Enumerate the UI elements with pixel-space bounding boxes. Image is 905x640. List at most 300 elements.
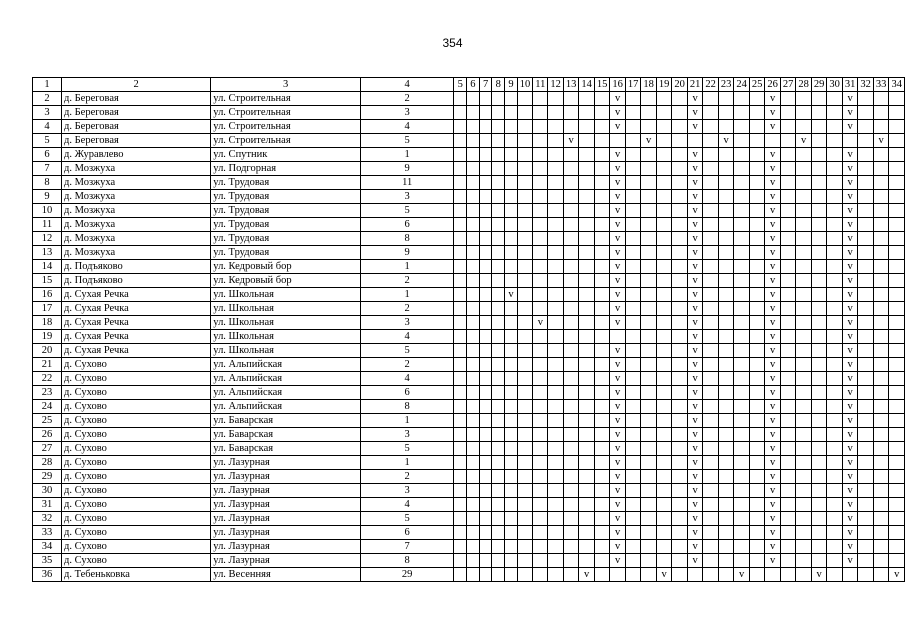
day-cell (533, 92, 548, 106)
day-cell (454, 540, 467, 554)
day-cell (796, 414, 812, 428)
day-cell (454, 274, 467, 288)
table-row (33, 498, 905, 512)
day-cell (796, 260, 812, 274)
day-cell (533, 372, 548, 386)
day-mark-cell: v (656, 568, 672, 582)
table-row (33, 554, 905, 568)
day-mark-cell: v (765, 302, 781, 316)
day-cell (796, 358, 812, 372)
header-cell: 32 (858, 78, 874, 92)
street-cell: ул. Лазурная (211, 484, 361, 498)
day-cell (858, 204, 874, 218)
day-cell (780, 316, 796, 330)
day-cell (749, 148, 765, 162)
street-cell: ул. Спутник (211, 148, 361, 162)
day-cell (517, 302, 533, 316)
day-cell (563, 92, 579, 106)
day-cell (873, 386, 889, 400)
day-cell (505, 204, 518, 218)
day-cell (454, 218, 467, 232)
row-number: 10 (33, 204, 62, 218)
day-cell (827, 316, 843, 330)
day-cell (563, 120, 579, 134)
table-row (33, 386, 905, 400)
day-cell (672, 148, 688, 162)
day-cell (641, 274, 657, 288)
day-cell (858, 498, 874, 512)
settlement-cell: д. Журавлево (62, 148, 211, 162)
day-cell (703, 526, 719, 540)
day-cell (873, 456, 889, 470)
day-cell (703, 106, 719, 120)
day-mark-cell: v (687, 162, 703, 176)
day-cell (889, 414, 905, 428)
day-cell (780, 428, 796, 442)
day-cell (579, 176, 595, 190)
day-mark-cell: v (687, 372, 703, 386)
day-cell (594, 414, 610, 428)
house-cell: 3 (360, 106, 453, 120)
day-cell (594, 134, 610, 148)
day-cell (873, 470, 889, 484)
day-cell (889, 176, 905, 190)
day-cell (579, 540, 595, 554)
day-cell (505, 456, 518, 470)
day-cell (625, 554, 641, 568)
table-row (33, 456, 905, 470)
day-cell (563, 498, 579, 512)
day-cell (505, 498, 518, 512)
day-cell (533, 148, 548, 162)
day-cell (734, 274, 750, 288)
row-number: 4 (33, 120, 62, 134)
day-cell (454, 484, 467, 498)
day-cell (656, 540, 672, 554)
day-cell (827, 260, 843, 274)
house-cell: 6 (360, 386, 453, 400)
day-cell (505, 386, 518, 400)
day-cell (873, 568, 889, 582)
day-cell (656, 260, 672, 274)
day-cell (563, 442, 579, 456)
day-cell (563, 540, 579, 554)
day-cell (749, 414, 765, 428)
day-cell (579, 498, 595, 512)
day-cell (703, 232, 719, 246)
day-cell (548, 372, 564, 386)
day-cell (533, 162, 548, 176)
day-cell (467, 218, 480, 232)
row-number: 14 (33, 260, 62, 274)
day-cell (672, 372, 688, 386)
day-cell (579, 442, 595, 456)
day-cell (579, 330, 595, 344)
day-mark-cell: v (842, 190, 858, 204)
day-cell (718, 400, 734, 414)
day-cell (811, 190, 827, 204)
house-cell: 1 (360, 148, 453, 162)
day-cell (454, 176, 467, 190)
row-number: 11 (33, 218, 62, 232)
row-number: 12 (33, 232, 62, 246)
day-cell (858, 400, 874, 414)
day-cell (889, 512, 905, 526)
day-cell (780, 400, 796, 414)
day-cell (873, 106, 889, 120)
day-cell (505, 358, 518, 372)
day-cell (827, 568, 843, 582)
day-cell (811, 134, 827, 148)
day-cell (703, 470, 719, 484)
day-cell (672, 456, 688, 470)
day-cell (811, 456, 827, 470)
day-cell (625, 246, 641, 260)
header-cell: 22 (703, 78, 719, 92)
house-cell: 7 (360, 540, 453, 554)
settlement-cell: д. Сухово (62, 372, 211, 386)
header-cell: 25 (749, 78, 765, 92)
day-cell (533, 540, 548, 554)
day-cell (594, 106, 610, 120)
day-cell (492, 134, 505, 148)
day-mark-cell: v (765, 344, 781, 358)
day-cell (548, 498, 564, 512)
day-cell (734, 176, 750, 190)
day-cell (579, 302, 595, 316)
day-cell (827, 232, 843, 246)
day-cell (796, 302, 812, 316)
day-cell (780, 344, 796, 358)
day-cell (594, 274, 610, 288)
day-cell (889, 428, 905, 442)
day-cell (796, 106, 812, 120)
row-number: 2 (33, 92, 62, 106)
day-cell (579, 288, 595, 302)
header-cell: 2 (62, 78, 211, 92)
day-cell (479, 218, 492, 232)
day-cell (563, 302, 579, 316)
day-cell (718, 246, 734, 260)
street-cell: ул. Трудовая (211, 246, 361, 260)
house-cell: 2 (360, 274, 453, 288)
day-cell (827, 120, 843, 134)
day-cell (563, 106, 579, 120)
day-cell (505, 218, 518, 232)
day-cell (517, 120, 533, 134)
day-cell (703, 288, 719, 302)
day-cell (734, 456, 750, 470)
day-mark-cell: v (687, 148, 703, 162)
day-cell (873, 484, 889, 498)
day-mark-cell: v (765, 358, 781, 372)
day-cell (548, 400, 564, 414)
day-cell (796, 190, 812, 204)
day-mark-cell: v (765, 92, 781, 106)
day-cell (517, 568, 533, 582)
day-cell (703, 344, 719, 358)
day-cell (827, 498, 843, 512)
day-mark-cell: v (687, 554, 703, 568)
day-cell (672, 344, 688, 358)
day-cell (479, 232, 492, 246)
day-cell (718, 162, 734, 176)
day-cell (517, 484, 533, 498)
day-cell (827, 274, 843, 288)
day-mark-cell: v (610, 232, 626, 246)
row-number: 23 (33, 386, 62, 400)
day-cell (625, 456, 641, 470)
day-cell (492, 428, 505, 442)
day-cell (454, 106, 467, 120)
day-cell (594, 344, 610, 358)
day-cell (479, 526, 492, 540)
day-cell (454, 134, 467, 148)
day-cell (858, 358, 874, 372)
day-cell (718, 358, 734, 372)
day-cell (517, 456, 533, 470)
house-cell: 9 (360, 246, 453, 260)
day-mark-cell: v (842, 470, 858, 484)
day-cell (672, 386, 688, 400)
day-cell (594, 358, 610, 372)
row-number: 33 (33, 526, 62, 540)
day-cell (479, 134, 492, 148)
day-cell (505, 120, 518, 134)
day-cell (505, 134, 518, 148)
day-cell (873, 120, 889, 134)
day-cell (672, 512, 688, 526)
day-cell (889, 386, 905, 400)
day-cell (734, 372, 750, 386)
day-cell (625, 400, 641, 414)
day-cell (858, 386, 874, 400)
day-cell (479, 190, 492, 204)
day-cell (889, 498, 905, 512)
day-cell (718, 568, 734, 582)
table-row (33, 106, 905, 120)
day-cell (656, 526, 672, 540)
day-cell (811, 330, 827, 344)
day-cell (610, 568, 626, 582)
day-cell (656, 288, 672, 302)
day-cell (796, 232, 812, 246)
day-cell (656, 316, 672, 330)
day-cell (454, 554, 467, 568)
day-cell (889, 316, 905, 330)
day-cell (889, 372, 905, 386)
day-cell (718, 554, 734, 568)
day-cell (517, 344, 533, 358)
header-cell: 11 (533, 78, 548, 92)
settlement-cell: д. Подъяково (62, 274, 211, 288)
street-cell: ул. Строительная (211, 106, 361, 120)
day-cell (889, 92, 905, 106)
day-cell (517, 218, 533, 232)
day-cell (827, 554, 843, 568)
day-cell (505, 554, 518, 568)
day-cell (672, 568, 688, 582)
day-cell (641, 512, 657, 526)
day-mark-cell: v (765, 554, 781, 568)
day-cell (827, 386, 843, 400)
day-cell (703, 260, 719, 274)
day-cell (656, 484, 672, 498)
day-cell (703, 274, 719, 288)
day-cell (505, 512, 518, 526)
day-cell (718, 484, 734, 498)
day-cell (827, 148, 843, 162)
day-cell (533, 232, 548, 246)
day-cell (548, 232, 564, 246)
house-cell: 11 (360, 176, 453, 190)
day-cell (796, 204, 812, 218)
day-cell (889, 260, 905, 274)
house-cell: 1 (360, 456, 453, 470)
settlement-cell: д. Мозжуха (62, 190, 211, 204)
day-cell (687, 134, 703, 148)
settlement-cell: д. Сухая Речка (62, 302, 211, 316)
day-mark-cell: v (687, 470, 703, 484)
day-cell (656, 106, 672, 120)
day-cell (594, 218, 610, 232)
row-number: 35 (33, 554, 62, 568)
day-cell (533, 288, 548, 302)
day-cell (858, 288, 874, 302)
day-cell (889, 358, 905, 372)
day-cell (625, 92, 641, 106)
day-cell (796, 512, 812, 526)
day-mark-cell: v (610, 442, 626, 456)
day-cell (594, 456, 610, 470)
day-mark-cell: v (610, 414, 626, 428)
day-mark-cell: v (610, 400, 626, 414)
header-cell: 31 (842, 78, 858, 92)
day-mark-cell: v (842, 554, 858, 568)
day-cell (454, 302, 467, 316)
row-number: 27 (33, 442, 62, 456)
day-cell (796, 274, 812, 288)
house-cell: 4 (360, 330, 453, 344)
day-cell (479, 148, 492, 162)
day-cell (467, 554, 480, 568)
street-cell: ул. Баварская (211, 428, 361, 442)
day-mark-cell: v (563, 134, 579, 148)
day-cell (811, 386, 827, 400)
day-cell (873, 330, 889, 344)
day-cell (703, 134, 719, 148)
day-mark-cell: v (687, 288, 703, 302)
day-cell (858, 106, 874, 120)
street-cell: ул. Лазурная (211, 554, 361, 568)
header-cell: 13 (563, 78, 579, 92)
day-mark-cell: v (842, 232, 858, 246)
day-mark-cell: v (889, 568, 905, 582)
day-cell (827, 330, 843, 344)
day-cell (610, 134, 626, 148)
day-cell (718, 498, 734, 512)
day-cell (827, 526, 843, 540)
day-cell (672, 400, 688, 414)
day-cell (656, 92, 672, 106)
day-mark-cell: v (765, 120, 781, 134)
day-cell (533, 386, 548, 400)
day-mark-cell: v (718, 134, 734, 148)
day-cell (718, 344, 734, 358)
day-cell (517, 442, 533, 456)
day-cell (479, 358, 492, 372)
day-mark-cell: v (687, 386, 703, 400)
day-cell (517, 148, 533, 162)
day-cell (641, 358, 657, 372)
day-cell (625, 260, 641, 274)
day-cell (625, 442, 641, 456)
day-cell (641, 302, 657, 316)
day-cell (594, 400, 610, 414)
row-number: 16 (33, 288, 62, 302)
day-cell (479, 512, 492, 526)
day-cell (734, 246, 750, 260)
day-cell (454, 386, 467, 400)
day-cell (873, 400, 889, 414)
day-cell (796, 162, 812, 176)
day-cell (796, 526, 812, 540)
day-cell (505, 372, 518, 386)
day-mark-cell: v (610, 344, 626, 358)
day-cell (579, 232, 595, 246)
day-cell (492, 330, 505, 344)
day-cell (656, 204, 672, 218)
day-mark-cell: v (687, 512, 703, 526)
day-cell (479, 554, 492, 568)
header-cell: 23 (718, 78, 734, 92)
day-cell (594, 484, 610, 498)
day-cell (548, 442, 564, 456)
day-cell (533, 358, 548, 372)
day-cell (625, 218, 641, 232)
street-cell: ул. Трудовая (211, 176, 361, 190)
day-mark-cell: v (610, 120, 626, 134)
day-cell (625, 358, 641, 372)
day-cell (656, 274, 672, 288)
day-cell (734, 232, 750, 246)
day-cell (492, 176, 505, 190)
day-cell (625, 162, 641, 176)
day-cell (780, 246, 796, 260)
day-cell (563, 428, 579, 442)
day-mark-cell: v (610, 148, 626, 162)
day-cell (517, 372, 533, 386)
day-cell (796, 386, 812, 400)
day-cell (873, 512, 889, 526)
header-cell: 12 (548, 78, 564, 92)
day-cell (505, 414, 518, 428)
day-cell (454, 204, 467, 218)
day-cell (749, 358, 765, 372)
day-cell (454, 260, 467, 274)
day-mark-cell: v (610, 470, 626, 484)
day-mark-cell: v (687, 358, 703, 372)
day-mark-cell: v (610, 428, 626, 442)
day-cell (889, 120, 905, 134)
day-cell (718, 148, 734, 162)
day-mark-cell: v (687, 232, 703, 246)
day-cell (594, 92, 610, 106)
row-number: 32 (33, 512, 62, 526)
day-cell (548, 92, 564, 106)
day-cell (467, 386, 480, 400)
day-cell (517, 470, 533, 484)
